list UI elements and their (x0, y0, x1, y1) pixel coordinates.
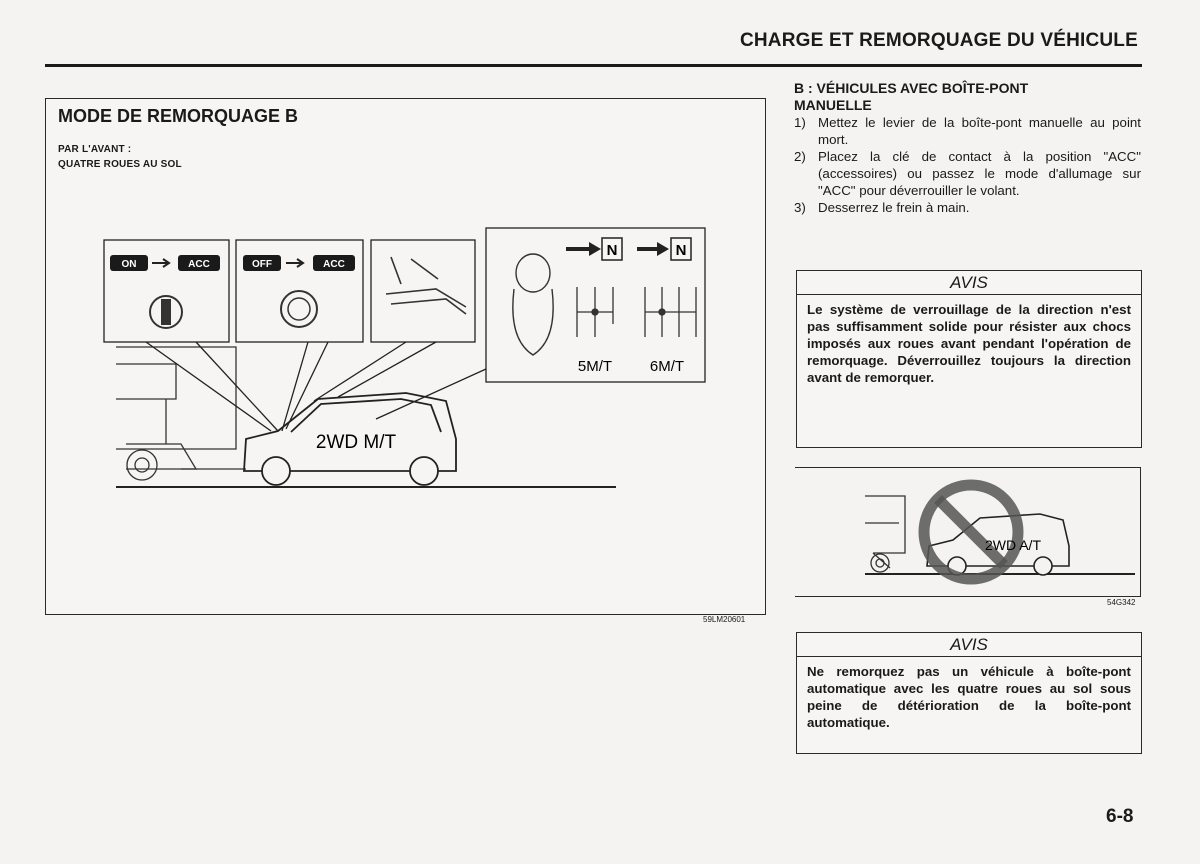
step-text: Mettez le levier de la boîte-pont manuelle au point mort. (818, 115, 1141, 147)
gear-n-label: N (675, 242, 687, 259)
figure-code: 54G342 (1107, 598, 1136, 607)
notice-title: AVIS (797, 633, 1141, 657)
step-text: Placez la clé de contact à la position "ACC" (accessoires) ou passez le mode d'allumage sur "ACC" pour déverrouiller le volant. (818, 149, 1141, 198)
header-rule (45, 64, 1142, 67)
step-2 (794, 148, 1141, 199)
manual-transmission-section (794, 80, 1141, 216)
step-text: Desserrez le frein à main. (818, 200, 970, 215)
step-number: 2) (794, 149, 806, 164)
on-label: ON (121, 259, 137, 270)
off-label: OFF (252, 259, 272, 270)
figure-subtitle-front: PAR L'AVANT : (58, 144, 132, 155)
gear-5mt-label: 5M/T (577, 358, 613, 375)
notice-box-automatic (796, 632, 1142, 754)
towing-mode-b-figure (45, 98, 766, 615)
notice-box-steering (796, 270, 1142, 448)
car-label-2wd-at: 2WD A/T (984, 537, 1042, 553)
car-label-2wd-mt: 2WD M/T (315, 432, 397, 453)
section-heading-line1: B : VÉHICULES AVEC BOÎTE-PONT (794, 80, 1029, 96)
figure-title: MODE DE REMORQUAGE B (58, 106, 299, 126)
prohibited-towing-illustration (795, 468, 1140, 596)
step-number: 1) (794, 115, 806, 130)
notice-body: Ne remorquez pas un véhicule à boîte-pont automatique avec les quatre roues au sol sous peine de détérioration de la boîte-pont automatique. (807, 664, 1131, 730)
page-header-title: CHARGE ET REMORQUAGE DU VÉHICULE (739, 30, 1138, 51)
section-heading-line2: MANUELLE (794, 97, 872, 113)
prohibited-towing-figure (795, 467, 1141, 597)
page-number: 6-8 (1106, 806, 1134, 827)
figure-code: 59LM20601 (703, 615, 746, 624)
notice-title: AVIS (797, 271, 1141, 295)
prohibited-slash (938, 499, 1004, 565)
acc-label: ACC (323, 259, 345, 270)
notice-body: Le système de verrouillage de la direction n'est pas suffisamment solide pour résister aux chocs imposés aux roues avant pendant l'opération de remorquage. Déverrouillez toujours la direction avant de remorquer. (807, 302, 1131, 385)
towing-illustration (46, 99, 765, 614)
gear-6mt-label: 6M/T (649, 358, 685, 375)
step-number: 3) (794, 200, 806, 215)
gear-n-label: N (606, 242, 618, 259)
figure-subtitle-four-wheels: QUATRE ROUES AU SOL (58, 159, 182, 170)
step-1 (794, 114, 1141, 148)
acc-label: ACC (188, 259, 210, 270)
step-3 (794, 199, 1141, 216)
